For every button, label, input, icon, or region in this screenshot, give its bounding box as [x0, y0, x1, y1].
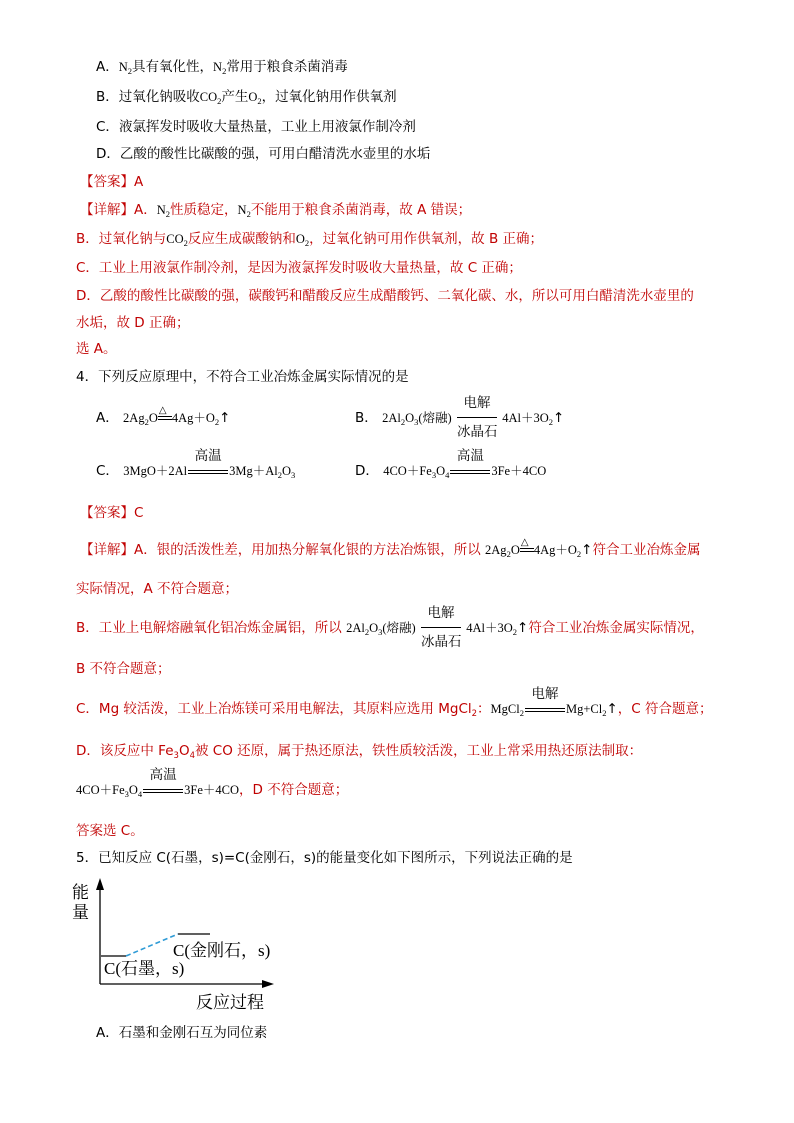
detail-line-d1: D．乙酸的酸性比碳酸的强，碳酸钙和醋酸反应生成醋酸钙、二氧化碳、水，所以可用白醋清洗水壶里的 — [76, 288, 694, 304]
q5-stem: 5．已知反应 C(石墨，s)=C(金刚石，s)的能量变化如下图所示，下列说法正确的是 — [76, 850, 573, 866]
detail-line-a: 【详解】A．$N_2$性质稳定，$N_2$不能用于粮食杀菌消毒，故 A 错误； — [80, 202, 472, 219]
x-axis-arrowhead — [262, 980, 274, 988]
q4-detail-a2: 实际情况，A 不符合题意； — [76, 581, 239, 597]
option-d: D．乙酸的酸性比碳酸的强，可用白醋清洗水壶里的水垢 — [96, 146, 431, 162]
graphite-label: C(石墨，s) — [104, 959, 185, 978]
option-a: A．$N_2$具有氧化性，$N_2$常用于粮食杀菌消毒 — [96, 59, 348, 76]
q4-option-c: C． 3MgO＋2Al 高温 $3Mg+Al_2O_3$ — [96, 448, 296, 480]
diamond-label: C(金刚石，s) — [173, 941, 271, 960]
transition-dashed-line — [126, 934, 178, 956]
q4-stem: 4．下列反应原理中，不符合工业冶炼金属实际情况的是 — [76, 369, 409, 385]
q4-detail-d2: $4CO+Fe_3O_4$ 高温 3Fe＋4CO，D 不符合题意； — [76, 767, 349, 799]
heat-equals-sign: △ — [158, 411, 172, 425]
q4-detail-b2: B 不符合题意； — [76, 661, 171, 677]
x-label: 反应过程 — [196, 993, 264, 1012]
detail-line-b: B．过氧化钠与$CO_2$反应生成碳酸钠和$O_2$，过氧化钠可用作供氧剂，故 B 正确； — [76, 231, 544, 248]
option-b: B．过氧化钠吸收$CO_2$产生$O_2$，过氧化钠用作供氧剂 — [96, 89, 397, 106]
detail-line-c: C．工业上用液氯作制冷剂，是因为液氯挥发时吸收大量热量，故 C 正确； — [76, 260, 522, 276]
q4-option-d: D． $4CO+Fe_3O_4$ 高温 3Fe＋4CO — [355, 448, 547, 480]
choose-line: 选 A。 — [76, 341, 117, 357]
q4-detail-d1: D．该反应中 $Fe_3O_4$被 CO 还原，属于热还原法，铁性质较活泼，工业上常采用热还原法制取： — [76, 743, 643, 761]
high-temp-equals: 高温 — [450, 464, 490, 478]
y-label-top: 能 — [72, 883, 89, 902]
answer-line: 【答案】A — [80, 174, 144, 190]
q4-option-b: B． $2Al_2O_3$(熔融) 电解 冰晶石 $4Al+3O_2↑$ — [355, 395, 565, 440]
q4-choose: 答案选 C。 — [76, 823, 144, 839]
q4-detail-c1: C．Mg 较活泼，工业上冶炼镁可采用电解法，其原料应选用 MgCl$_2$：MgCl$_2$ 电解 $Mg+Cl_2↑$，C 符合题意； — [76, 686, 713, 719]
y-axis-arrowhead — [96, 878, 104, 890]
detail-line-d2: 水垢，故 D 正确； — [76, 315, 190, 331]
option-c: C．液氯挥发时吸收大量热量，工业上用液氯作制冷剂 — [96, 119, 416, 135]
y-label-bottom: 量 — [72, 903, 89, 922]
energy-diagram — [70, 876, 300, 1014]
q4-detail-b1: B．工业上电解熔融氧化铝冶炼金属铝，所以 $2Al_2O_3$(熔融) 电解 冰晶石 $4Al+3O_2↑$符合工业冶炼金属实际情况， — [76, 605, 704, 650]
q4-option-a: A． $2Ag_2O$ △ $4Ag+O_2↑$ — [96, 405, 231, 427]
q4-detail-a1: 【详解】A．银的活泼性差，用加热分解氧化银的方法冶炼银，所以 $2Ag_2O$ △ $4Ag+O_2↑$符合工业冶炼金属 — [80, 537, 701, 559]
high-temp-equals: 高温 — [188, 464, 228, 478]
reaction-arrow: 电解 冰晶石 — [456, 395, 498, 440]
q5-option-a: A．石墨和金刚石互为同位素 — [96, 1025, 268, 1041]
q4-answer: 【答案】C — [80, 505, 144, 521]
